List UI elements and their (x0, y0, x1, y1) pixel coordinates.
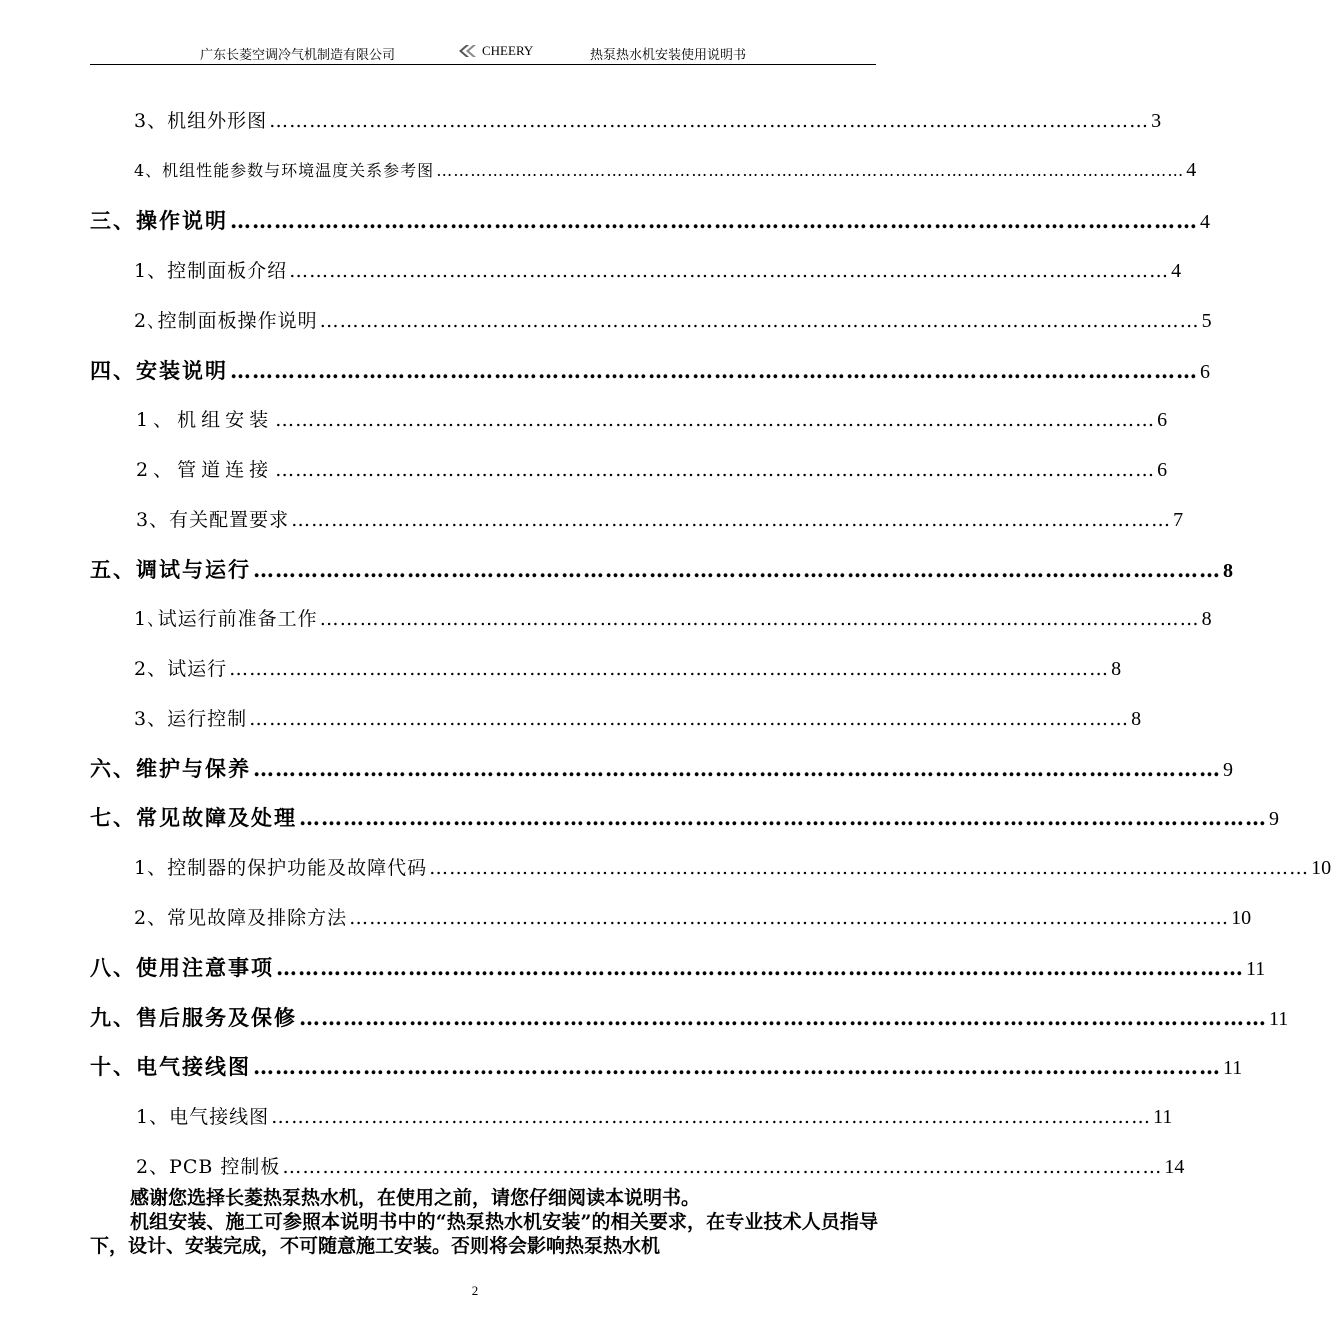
toc-entry-page: 11 (1153, 1106, 1173, 1128)
toc-entry-page: 6 (1200, 361, 1210, 383)
cheery-logo-icon (458, 44, 480, 58)
toc-entry[interactable] (136, 455, 1168, 482)
toc-entry-label: 3、运行控制 (134, 708, 248, 730)
toc-leader-dots: …………………………………………………………………………………………………………………… (253, 1054, 1221, 1079)
toc-entry-page: 8 (1131, 708, 1142, 730)
toc-entry[interactable] (134, 306, 1212, 333)
header-divider (90, 64, 876, 65)
notice-line-1: 感谢您选择长菱热泵热水机，在使用之前，请您仔细阅读本说明书。 (130, 1187, 701, 1209)
toc-leader-dots: …………………………………………………………………………………………………………………… (319, 608, 1200, 630)
toc-entry-page: 8 (1201, 608, 1212, 630)
toc-entry-label: 四、安装说明 (90, 358, 228, 383)
toc-leader-dots: …………………………………………………………………………………………………………………… (271, 1106, 1152, 1128)
toc-leader-dots: …………………………………………………………………………………………………………………… (436, 161, 1185, 180)
toc-leader-dots: …………………………………………………………………………………………………………………… (230, 358, 1198, 383)
toc-entry-page: 4 (1186, 159, 1197, 181)
toc-leader-dots: …………………………………………………………………………………………………………………… (249, 708, 1130, 730)
toc-entry-label: 七、常见故障及处理 (90, 805, 297, 830)
header-brand: CHEERY (482, 43, 534, 58)
toc-entry-page: 4 (1171, 260, 1182, 282)
header-doc-title: 热泵热水机安装使用说明书 (590, 48, 747, 63)
toc-entry-page: 3 (1151, 110, 1162, 132)
toc-entry[interactable] (90, 952, 1266, 982)
toc-leader-dots: …………………………………………………………………………………………………………………… (275, 409, 1156, 431)
toc-entry[interactable] (90, 205, 1210, 235)
toc-entry-label: 2、管道连接 (136, 459, 274, 481)
toc-entry[interactable] (134, 106, 1162, 133)
toc-leader-dots: …………………………………………………………………………………………………………………… (291, 509, 1172, 531)
toc-entry-page: 10 (1231, 907, 1252, 929)
toc-entry[interactable] (90, 1002, 1289, 1032)
toc-entry-label: 三、操作说明 (90, 208, 228, 233)
toc-leader-dots: …………………………………………………………………………………………………………………… (282, 1156, 1163, 1178)
toc-entry-label: 1、控制面板介绍 (134, 260, 288, 282)
toc-entry-page: 10 (1311, 857, 1331, 879)
toc-entry-label: 2、PCB 控制板 (136, 1156, 281, 1178)
toc-entry[interactable] (134, 704, 1142, 731)
toc-leader-dots: …………………………………………………………………………………………………………………… (275, 459, 1156, 481)
toc-entry-page: 9 (1223, 759, 1233, 781)
toc-entry-label: 2、试运行 (134, 658, 228, 680)
toc-leader-dots: …………………………………………………………………………………………………………………… (299, 1005, 1267, 1030)
toc-leader-dots: …………………………………………………………………………………………………………………… (349, 907, 1230, 929)
toc-entry[interactable] (134, 158, 1197, 182)
toc-entry-label: 1、电气接线图 (136, 1106, 270, 1128)
brand-logo (458, 43, 533, 59)
toc-entry-page: 11 (1223, 1057, 1243, 1079)
toc-entry[interactable] (90, 355, 1210, 385)
toc-entry-page: 7 (1173, 509, 1184, 531)
toc-entry-page: 9 (1269, 808, 1279, 830)
toc-entry[interactable] (90, 753, 1233, 783)
toc-entry-page: 4 (1200, 211, 1210, 233)
toc-entry[interactable] (134, 654, 1122, 681)
toc-entry-label: 八、使用注意事项 (90, 955, 274, 980)
toc-entry-page: 14 (1164, 1156, 1185, 1178)
toc-entry-label: 十、电气接线图 (90, 1054, 251, 1079)
header-company: 广东长菱空调冷气机制造有限公司 (200, 48, 396, 63)
toc-entry-page: 8 (1223, 560, 1233, 582)
toc-leader-dots: …………………………………………………………………………………………………………………… (253, 557, 1221, 582)
toc-leader-dots: …………………………………………………………………………………………………………………… (229, 658, 1110, 680)
toc-entry-page: 11 (1269, 1008, 1289, 1030)
toc-entry[interactable] (134, 903, 1252, 930)
intro-notice (90, 1186, 878, 1258)
toc-entry-label: 1､试运行前准备工作 (134, 608, 318, 630)
page-number: 2 (471, 1283, 479, 1298)
toc-entry-page: 6 (1157, 409, 1168, 431)
toc-entry-label: 3、机组外形图 (134, 110, 268, 132)
toc-entry-label: 九、售后服务及保修 (90, 1005, 297, 1030)
toc-entry[interactable] (134, 256, 1182, 283)
page-header (90, 42, 876, 64)
toc-entry-label: 3、有关配置要求 (136, 509, 290, 531)
toc-entry[interactable] (136, 505, 1184, 532)
toc-leader-dots: …………………………………………………………………………………………………………………… (429, 857, 1310, 879)
toc-entry-label: 五、调试与运行 (90, 557, 251, 582)
toc-entry-label: 2、常见故障及排除方法 (134, 907, 348, 929)
toc-entry-label: 4、机组性能参数与环境温度关系参考图 (134, 161, 435, 180)
toc-entry-page: 5 (1201, 310, 1212, 332)
toc-leader-dots: …………………………………………………………………………………………………………………… (276, 955, 1244, 980)
toc-entry[interactable] (134, 604, 1212, 631)
toc-entry-label: 2､控制面板操作说明 (134, 310, 318, 332)
toc-leader-dots: …………………………………………………………………………………………………………………… (269, 110, 1150, 132)
toc-entry-page: 6 (1157, 459, 1168, 481)
toc-entry-page: 8 (1111, 658, 1122, 680)
toc-entry[interactable] (90, 802, 1279, 832)
toc-entry-label: 1、控制器的保护功能及故障代码 (134, 857, 428, 879)
toc-leader-dots: …………………………………………………………………………………………………………………… (319, 310, 1200, 332)
toc-leader-dots: …………………………………………………………………………………………………………………… (253, 756, 1221, 781)
toc-entry[interactable] (134, 853, 1331, 880)
toc-leader-dots: …………………………………………………………………………………………………………………… (299, 805, 1267, 830)
toc-leader-dots: …………………………………………………………………………………………………………………… (230, 208, 1198, 233)
toc-entry-label: 六、维护与保养 (90, 756, 251, 781)
toc-entry[interactable] (90, 554, 1233, 584)
toc-entry[interactable] (136, 1152, 1185, 1179)
toc-entry[interactable] (90, 1051, 1243, 1081)
toc-entry-label: 1、机组安装 (136, 409, 274, 431)
toc-entry[interactable] (136, 1102, 1173, 1129)
toc-entry[interactable] (136, 405, 1168, 432)
toc-leader-dots: …………………………………………………………………………………………………………………… (289, 260, 1170, 282)
toc-entry-page: 11 (1246, 958, 1266, 980)
notice-line-2: 机组安装、施工可参照本说明书中的“热泵热水机安装”的相关要求，在专业技术人员指导下，设计、安装完成，不可随意施工安装。否则将会影响热泵热水机 (90, 1211, 878, 1257)
